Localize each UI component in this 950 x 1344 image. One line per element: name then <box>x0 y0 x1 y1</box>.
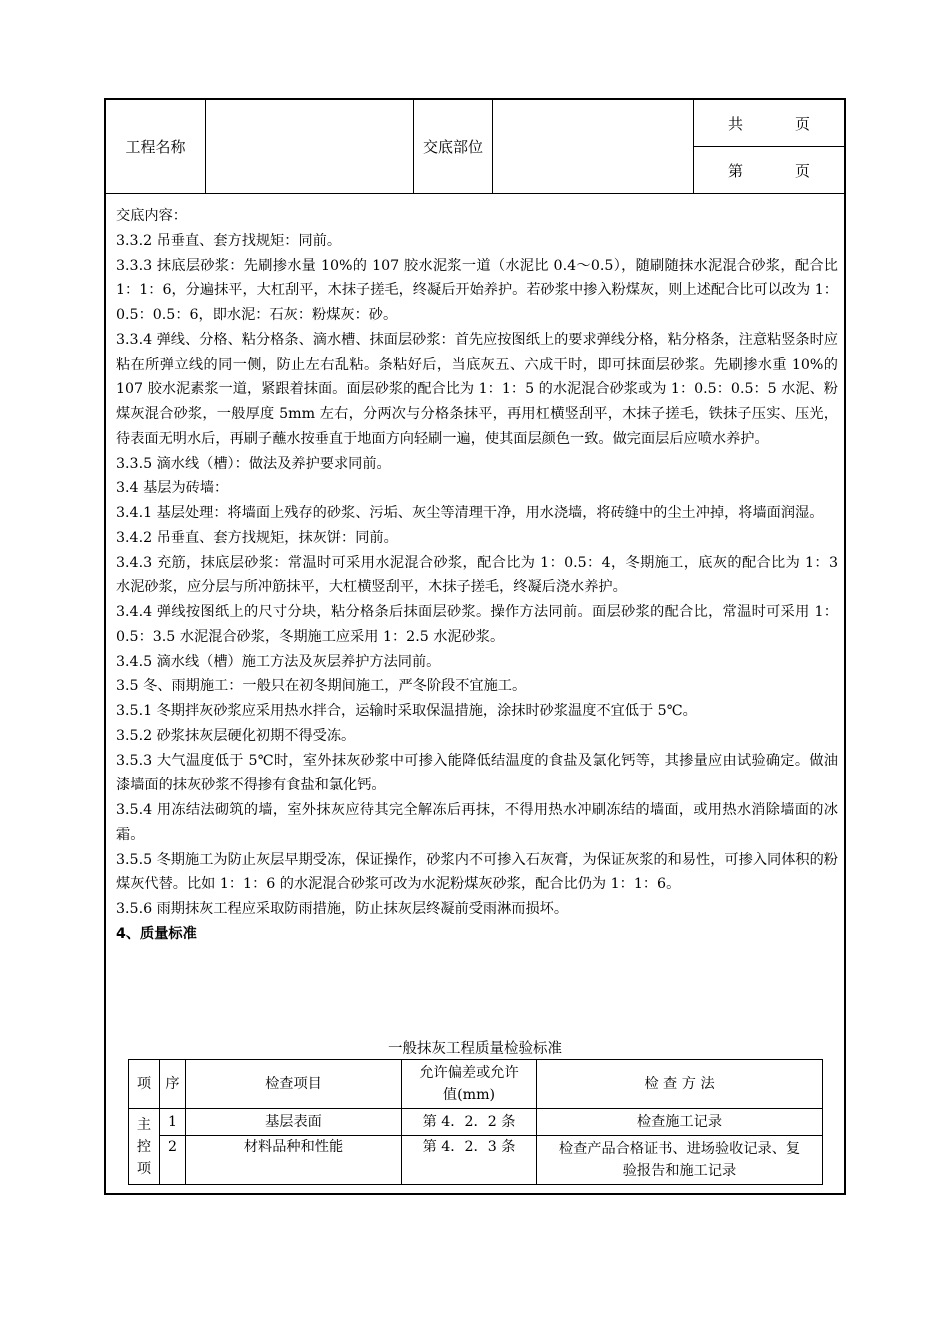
header-tolerance: 允许偏差或允许 值(mm) <box>402 1060 537 1109</box>
content-line: 3.5.4 用冻结法砌筑的墙，室外抹灰应待其完全解冻后再抹，不得用热水冲刷冻结的墙面，或用热水消除墙面的冰霜。 <box>116 802 838 843</box>
content-line: 3.3.5 滴水线（槽）：做法及养护要求同前。 <box>116 455 391 472</box>
current-page-prefix: 第 <box>727 161 743 180</box>
content-line: 3.5.2 砂浆抹灰层硬化初期不得受冻。 <box>116 727 356 744</box>
content-line: 3.5.5 冬期施工为防止灰层早期受冻，保证操作，砂浆内不可掺入石灰膏，为保证灰浆的和易性，可掺入同体积的粉煤灰代替。比如 1：1：6 的水泥混合砂浆可改为水泥粉煤灰砂浆，配合比仍为 1：1：6。 <box>116 851 838 893</box>
row-method: 检查施工记录 <box>537 1109 823 1136</box>
content-line: 3.5 冬、雨期施工：一般只在初冬期间施工，严冬阶段不宜施工。 <box>116 678 527 695</box>
row-seq: 2 <box>160 1136 186 1185</box>
content-line: 3.5.6 雨期抹灰工程应采取防雨措施，防止抹灰层终凝前受雨淋而损坏。 <box>116 901 569 917</box>
section-heading: 4、质量标准 <box>116 925 197 942</box>
content-line: 3.4.3 充筋，抹底层砂浆：常温时可采用水泥混合砂浆，配合比为 1：0.5：4，冬期施工，底灰的配合比为 1：3 水泥砂浆，应分层与所冲筋抹平，大杠横竖刮平，木抹子搓毛，终凝后浇水养护。 <box>116 554 838 596</box>
content-line: 3.3.4 弹线、分格、粘分格条、滴水槽、抹面层砂浆：首先应按图纸上的要求弹线分格，粘分格条，注意粘竖条时应粘在所弹立线的同一侧，防止左右乱粘。条粘好后，当底灰五、六成干时，即可抹面层砂浆。先刷掺水重 10%的 107 胶水泥素浆一道，紧跟着抹面。面层砂浆的配合比为 1：1：5 的水泥混合砂浆或为 1：0.5：0.5：5 水泥、粉煤灰混合砂浆，一般厚度 5mm 左右，分两次与分格条抹平，再用杠横竖刮平，木抹子搓毛，铁抹子压实、压光，待表面无明水后，再刷子蘸水按垂直于地面方向轻刷一遍，使其面层颜色一致。做完面层后应喷水养护。 <box>116 331 838 447</box>
table-row <box>129 1109 823 1136</box>
row-item: 基层表面 <box>186 1109 402 1136</box>
header-category: 项 <box>129 1060 160 1109</box>
project-name-value <box>206 100 414 193</box>
quality-table-title: 一般抹灰工程质量检验标准 <box>388 1041 562 1057</box>
content-line: 3.4 基层为砖墙： <box>116 480 229 497</box>
content-line: 交底内容： <box>116 208 187 224</box>
disclosure-part-label: 交底部位 <box>414 100 493 193</box>
header-method: 检 查 方 法 <box>537 1060 823 1109</box>
quality-table <box>128 1059 823 1185</box>
header-item: 检查项目 <box>186 1060 402 1109</box>
content-line: 3.5.3 大气温度低于 5℃时，室外抹灰砂浆中可掺入能降低结温度的食盐及氯化钙等，其掺量应由试验确定。做油漆墙面的抹灰砂浆不得掺有食盐和氯化钙。 <box>116 752 838 794</box>
content-line: 3.4.5 滴水线（槽）施工方法及灰层养护方法同前。 <box>116 653 441 670</box>
total-pages <box>694 100 844 147</box>
disclosure-form <box>104 98 846 1195</box>
project-name-label: 工程名称 <box>106 100 206 193</box>
table-row <box>129 1136 823 1185</box>
current-page-suffix: 页 <box>795 161 811 180</box>
current-page <box>694 147 844 193</box>
row-method: 检查产品合格证书、进场验收记录、复 验报告和施工记录 <box>537 1136 823 1185</box>
content-line: 3.4.4 弹线按图纸上的尺寸分块，粘分格条后抹面层砂浆。操作方法同前。面层砂浆的配合比，常温时可采用 1：0.5：3.5 水泥混合砂浆，冬期施工应采用 1：2.5 水泥砂浆。 <box>116 604 838 645</box>
total-pages-prefix: 共 <box>727 114 743 133</box>
table-header-row <box>129 1060 823 1109</box>
content-line: 3.4.1 基层处理：将墙面上残存的砂浆、污垢、灰尘等清理干净，用水浇墙，将砖缝中的尘土冲掉，将墙面润湿。 <box>116 505 824 521</box>
row-item: 材料品种和性能 <box>186 1136 402 1185</box>
group-main-control: 主 控 项 <box>129 1109 160 1185</box>
row-tolerance: 第 4．2．3 条 <box>402 1136 537 1185</box>
disclosure-part-value <box>493 100 694 193</box>
content-line: 3.4.2 吊垂直、套方找规矩，抹灰饼：同前。 <box>116 529 398 546</box>
row-tolerance: 第 4．2．2 条 <box>402 1109 537 1136</box>
content-line: 3.3.3 抹底层砂浆：先刷掺水量 10%的 107 胶水泥浆一道（水泥比 0.4～0.5），随刷随抹水泥混合砂浆，配合比 1：1：6，分遍抹平，大杠刮平，木抹子搓毛，终凝后开始养护。若砂浆中掺入粉煤灰，则上述配合比可以改为 1：0.5：0.5：6，即水泥：石灰：粉煤灰：砂。 <box>116 257 838 323</box>
row-seq: 1 <box>160 1109 186 1136</box>
content-line: 3.5.1 冬期拌灰砂浆应采用热水拌合，运输时采取保温措施，涂抹时砂浆温度不宜低于 5℃。 <box>116 703 697 719</box>
form-header <box>106 100 844 194</box>
content-line: 3.3.2 吊垂直、套方找规矩：同前。 <box>116 232 342 249</box>
header-seq: 序 <box>160 1060 186 1109</box>
disclosure-content <box>116 204 838 947</box>
total-pages-suffix: 页 <box>795 114 811 133</box>
